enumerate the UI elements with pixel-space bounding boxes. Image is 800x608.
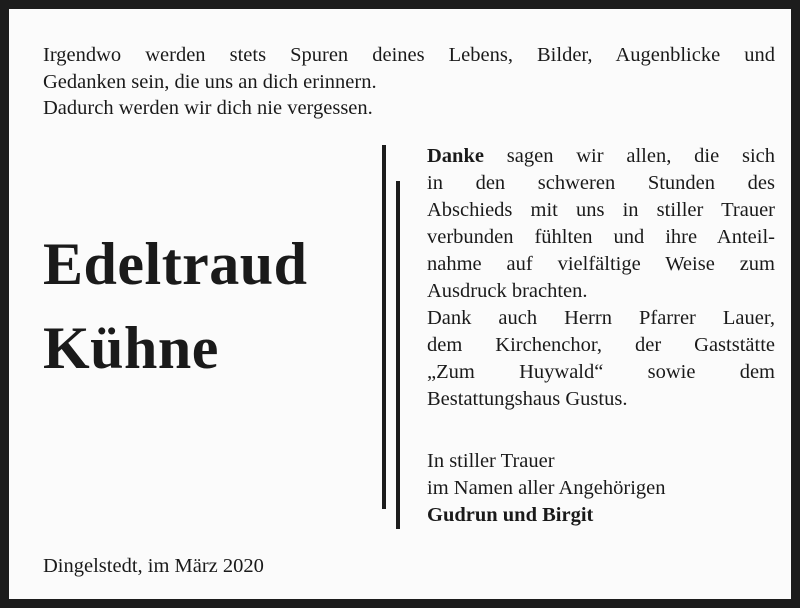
- intro-verse: [43, 42, 775, 122]
- thanks-line: „Zum Huywald“ sowie dem: [427, 361, 775, 383]
- signature-block: [427, 448, 775, 529]
- mourner-names: Gudrun und Birgit: [427, 504, 594, 526]
- deceased-last-name: Kühne: [43, 315, 219, 381]
- deceased-name: [43, 222, 308, 390]
- thanks-line: [427, 143, 775, 170]
- place-date: Dingelstedt, im März 2020: [43, 555, 264, 577]
- intro-line: Irgendwo werden stets Spuren deines Lebens, Bilder, Augenblicke und: [43, 44, 775, 66]
- thanks-line: Abschieds mit uns in stiller Trauer: [427, 199, 775, 221]
- divider-bar: [396, 181, 400, 529]
- thanks-line: Ausdruck brachten.: [427, 280, 588, 302]
- signature-line: In stiller Trauer: [427, 450, 555, 472]
- intro-line: Dadurch werden wir dich nie vergessen.: [43, 97, 373, 119]
- deceased-first-name: Edeltraud: [43, 231, 308, 297]
- thanks-line: nahme auf vielfältige Weise zum: [427, 253, 775, 275]
- divider-bar: [382, 145, 386, 509]
- thanks-line: Bestattungshaus Gustus.: [427, 388, 628, 410]
- thanks-line: dem Kirchenchor, der Gaststätte: [427, 334, 775, 356]
- thanks-line-text: sagen wir allen, die sich: [483, 145, 775, 167]
- thanks-lead-word: Danke: [427, 145, 484, 167]
- thanks-line: Dank auch Herrn Pfarrer Lauer,: [427, 307, 775, 329]
- thanks-line: in den schweren Stunden des: [427, 172, 775, 194]
- thanks-text: [427, 143, 775, 413]
- thanks-line: verbunden fühlten und ihre Anteil-: [427, 226, 775, 248]
- signature-line: im Namen aller Angehörigen: [427, 477, 666, 499]
- intro-line: Gedanken sein, die uns an dich erinnern.: [43, 70, 377, 93]
